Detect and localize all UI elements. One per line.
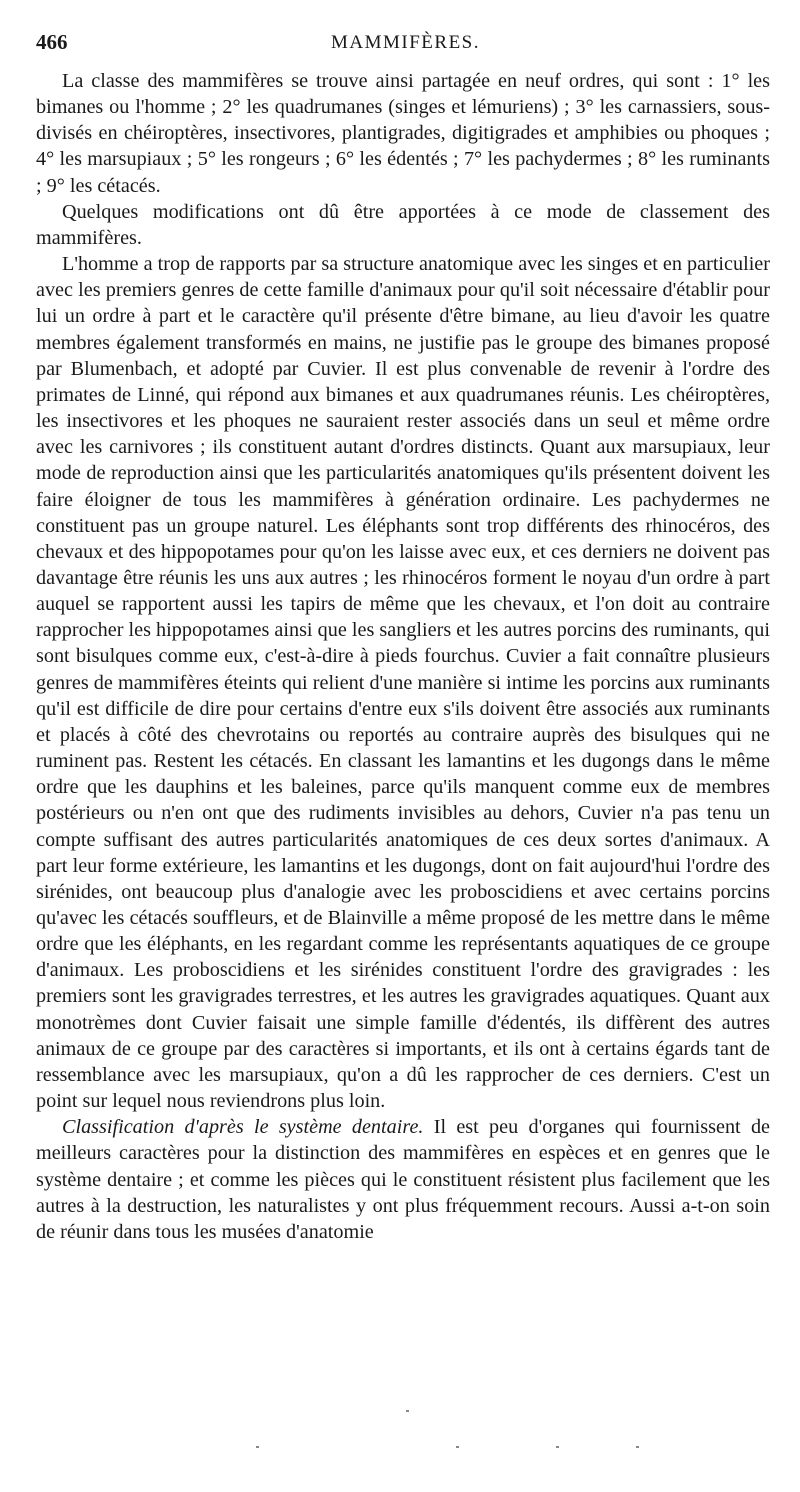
paragraph-orders-list <box>36 68 770 199</box>
running-title: MAMMIFÈRES. <box>331 32 480 53</box>
paragraph-text: Il est peu d'organes qui fournissent de meilleurs caractères pour la distinction des mammifères en espèces et en genres que le système dentaire ; et comme les pièces qui le constituent résistent plus facilement que les autres à la destruction, les naturalistes y ont plus fréquemment recours. Aussi a-t-on soin de réunir dans tous les musées d'anatomie <box>36 1116 770 1243</box>
section-lead: Classification d'après le système dentaire. <box>62 1116 424 1139</box>
page-number: 466 <box>36 30 68 54</box>
speck <box>456 1446 459 1448</box>
paragraph-text: Quelques modifications ont dû être apportées à ce mode de classement des mammifères. <box>36 200 770 249</box>
speck <box>256 1446 259 1448</box>
scan-specks <box>36 1410 770 1450</box>
paragraph-text: La classe des mammifères se trouve ainsi partagée en neuf ordres, qui sont : 1° les bimanes ou l'homme ; 2° les quadrumanes (singes et lémuriens) ; 3° les carnassiers, sous-divisés en chéiroptères, insectivores, plantigrades, digitigrades et amphibies ou phoques ; 4° les marsupiaux ; 5° les rongeurs ; 6° les édentés ; 7° les pachydermes ; 8° les ruminants ; 9° les cétacés. <box>36 70 770 197</box>
paragraph-dental-system <box>36 1114 770 1245</box>
speck <box>406 1410 409 1412</box>
speck <box>556 1446 559 1448</box>
paragraph-modifications <box>36 199 770 251</box>
paragraph-text: L'homme a trop de rapports par sa structure anatomique avec les singes et en particulier avec les premiers genres de cette famille d'animaux pour qu'il soit nécessaire d'établir pour lui un ordre à part et le caractère qu'il présente d'être bimane, au lieu d'avoir les quatre membres également transformés en mains, ne justifie pas le groupe des bimanes proposé par Blumenbach, et adopté par Cuvier. Il est plus convenable de revenir à l'ordre des primates de Linné, qui répond aux bimanes et aux quadrumanes réunis. Les chéiroptères, les insectivores et les phoques ne sauraient rester associés dans un seul et même ordre avec les carnivores ; ils constituent autant d'ordres distincts. Quant aux marsupiaux, leur mode de reproduction ainsi que les particularités anatomiques qu'ils présentent doivent les faire éloigner de tous les mammifères à génération ordinaire. Les pachydermes ne constituent pas un groupe naturel. Les éléphants sont trop différents des rhinocéros, des chevaux et des hippopotames pour qu'on les laisse avec eux, et ces derniers ne doivent pas davantage être réunis les uns aux autres ; les rhinocéros forment le noyau d'un ordre à part auquel se rapportent aussi les tapirs de même que les chevaux, et l'on doit au contraire rapprocher les hippopotames ainsi que les sangliers et les autres porcins des ruminants, qui sont bisulques comme eux, c'est-à-dire à pieds fourchus. Cuvier a fait connaître plusieurs genres de mammifères éteints qui relient d'une manière si intime les porcins aux ruminants qu'il est difficile de dire pour certains d'entre eux s'ils doivent être associés aux ruminants et placés à côté des chevrotains ou reportés au contraire auprès des bisulques qui ne ruminent pas. Restent les cétacés. En classant les lamantins et les dugongs dans le même ordre que les dauphins et les baleines, parce qu'ils manquent comme eux de membres postérieurs ou n'en ont que des rudiments invisibles au dehors, Cuvier n'a pas tenu un compte suffisant des autres particularités anatomiques de ces deux sortes d'animaux. A part leur forme extérieure, les lamantins et les dugongs, dont on fait aujourd'hui l'ordre des sirénides, ont beaucoup plus d'analogie avec les proboscidiens et avec certains porcins qu'avec les cétacés souffleurs, et de Blainville a même proposé de les mettre dans le même ordre que les éléphants, en les regardant comme les représentants aquatiques de ce groupe d'animaux. Les proboscidiens et les sirénides constituent l'ordre des gravigrades : les premiers sont les gravigrades terrestres, et les autres les gravigrades aquatiques. Quant aux monotrèmes dont Cuvier faisait une simple famille d'édentés, ils diffèrent des autres animaux de ce groupe par des caractères si importants, et ils ont à certains égards tant de ressemblance avec les marsupiaux, qu'on a dû les rapprocher de ces derniers. C'est un point sur lequel nous reviendrons plus loin. <box>36 253 770 1113</box>
body-text <box>36 68 770 1245</box>
paragraph-classification-discussion <box>36 251 770 1114</box>
page-header <box>36 30 770 58</box>
speck <box>636 1446 639 1448</box>
